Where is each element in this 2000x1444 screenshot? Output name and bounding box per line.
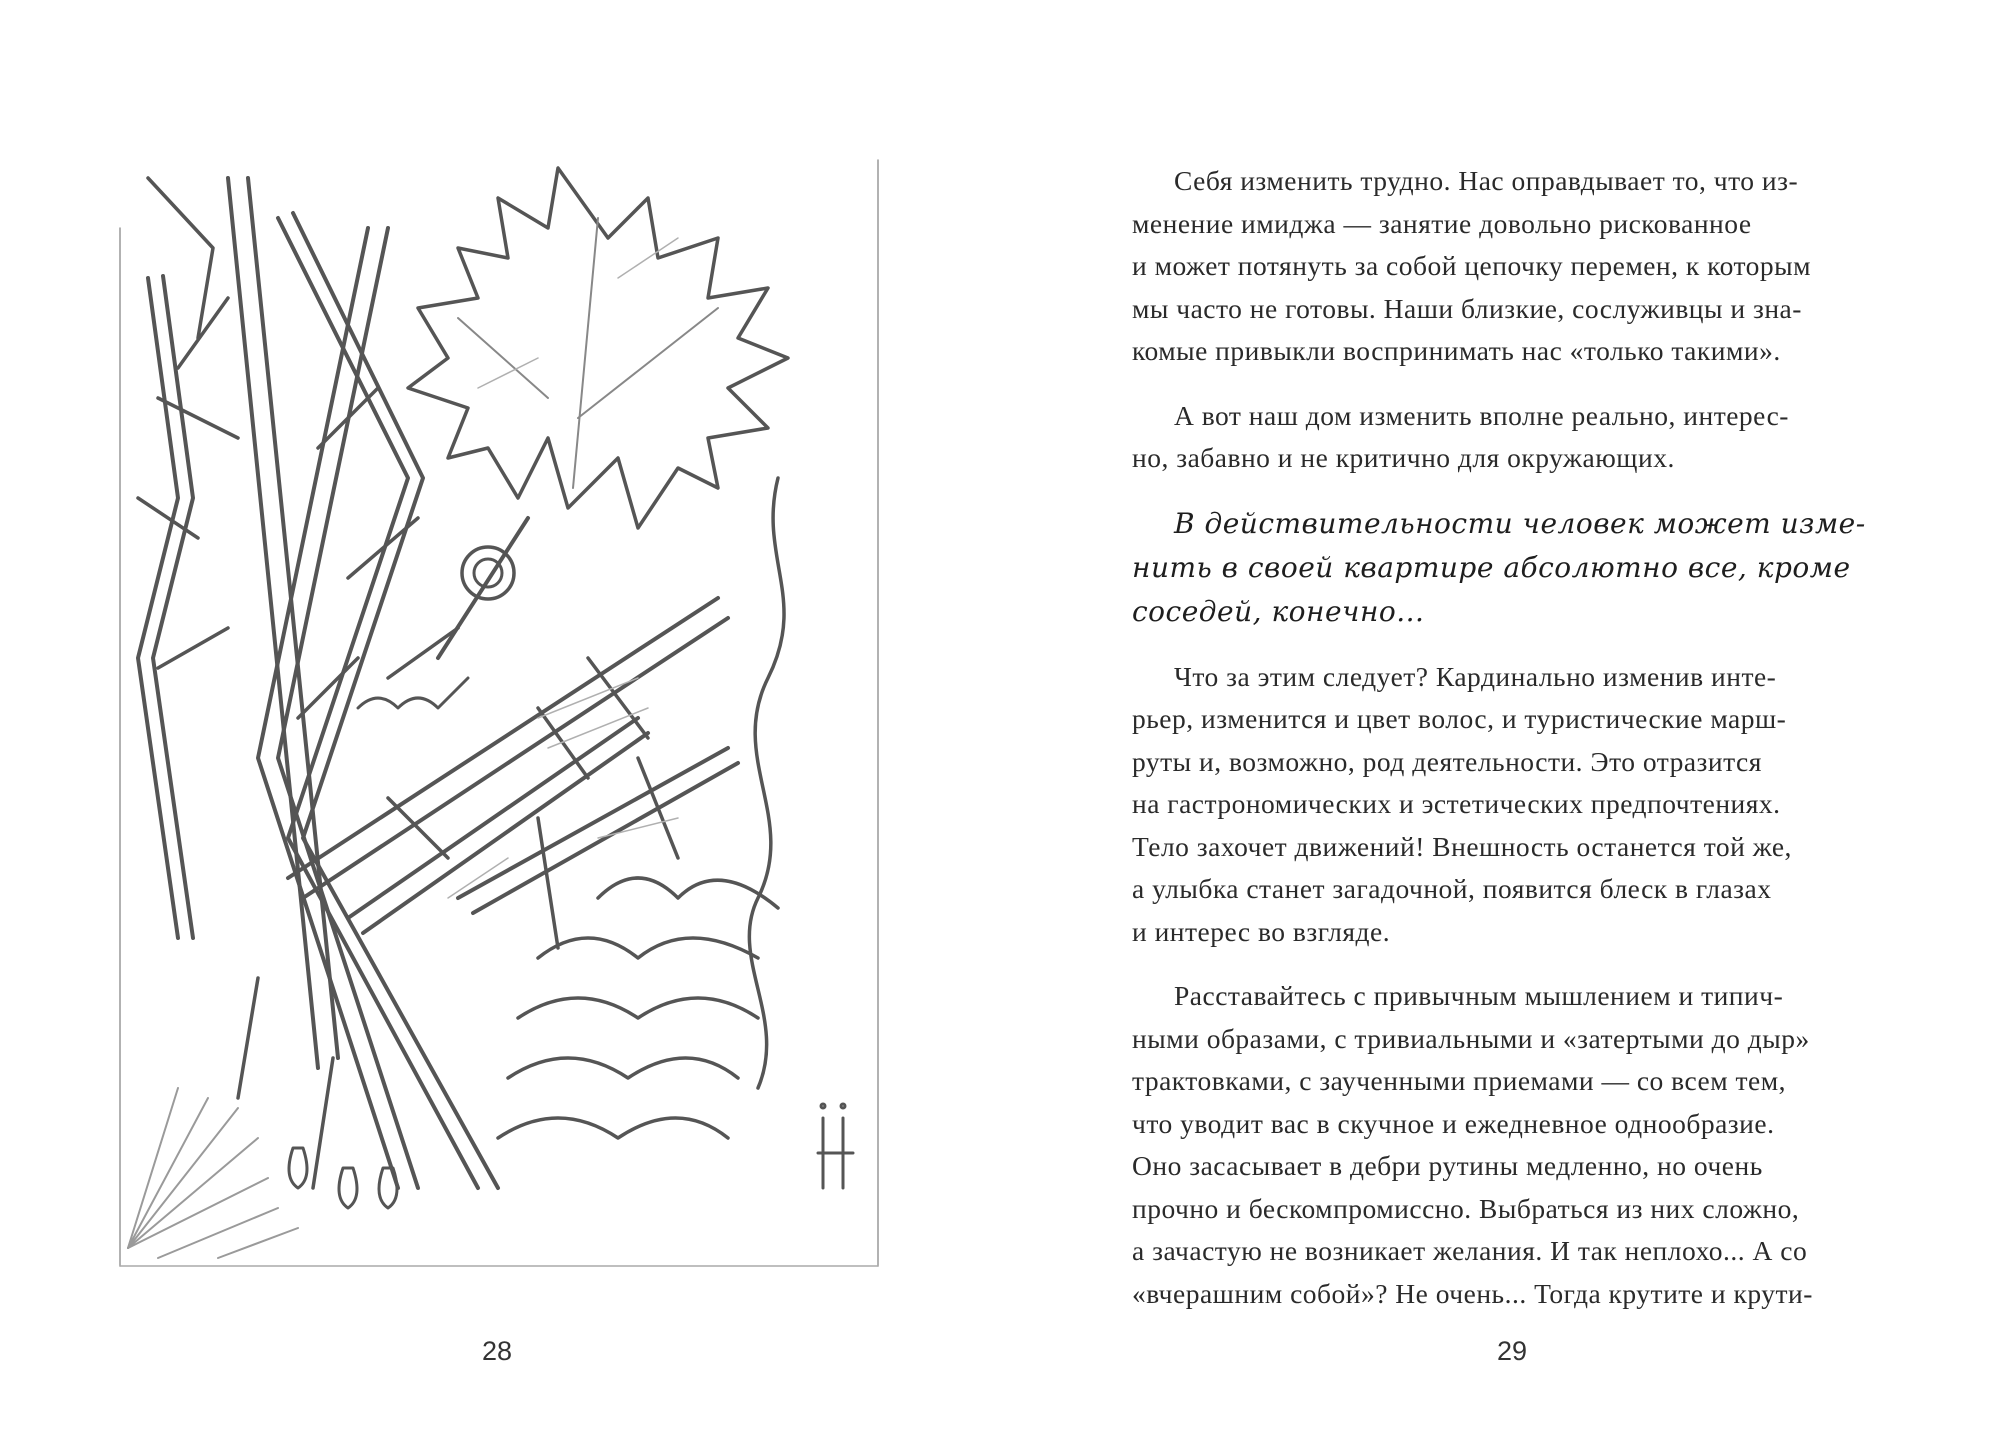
text-line: комые привыкли воспринимать нас «только такими». xyxy=(1132,335,1781,366)
text-line: менение имиджа — занятие довольно рискованное xyxy=(1132,207,1752,239)
handwritten-quote xyxy=(1132,502,1892,634)
text-line: а улыбка станет загадочной, появится блеск в глазах xyxy=(1132,873,1772,904)
text-line: Расставайтесь с привычным мышлением и типич- xyxy=(1174,980,1784,1011)
text-line: мы часто не готовы. Наши близкие, сослуживцы и зна- xyxy=(1132,292,1802,324)
text-line: Что за этим следует? Кардинально изменив инте- xyxy=(1174,660,1777,692)
text-line: Себя изменить трудно. Нас оправдывает то, что из- xyxy=(1174,165,1799,196)
text-line: на гастрономических и эстетических предпочтениях. xyxy=(1132,788,1781,819)
right-page xyxy=(1000,0,2000,1444)
text-line: А вот наш дом изменить вполне реально, интерес- xyxy=(1174,399,1789,431)
text-line: рьер, изменится и цвет волос, и туристические марш- xyxy=(1132,703,1787,734)
paragraph-3 xyxy=(1132,656,1892,954)
text-line: и интерес во взгляде. xyxy=(1132,915,1391,947)
page-number-right: 29 xyxy=(1497,1336,1528,1366)
text-line: трактовками, с заученными приемами — со всем тем, xyxy=(1132,1065,1787,1096)
text-line: «вчерашним собой»? Не очень... Тогда крутите и крути- xyxy=(1132,1277,1813,1309)
paragraph-1 xyxy=(1132,160,1892,373)
quote-line: В действительности человек может изме- xyxy=(1174,506,1866,540)
pencil-illustration xyxy=(118,158,880,1268)
text-line: но, забавно и не критично для окружающих. xyxy=(1132,442,1675,473)
page-number-left: 28 xyxy=(482,1336,513,1366)
text-line: а зачастую не возникает желания. И так неплохо... А со xyxy=(1132,1235,1808,1266)
text-line: и может потянуть за собой цепочку перемен, к которым xyxy=(1132,250,1812,281)
quote-line: соседей, конечно... xyxy=(1132,594,1425,628)
quote-line: нить в своей квартире абсолютно все, кроме xyxy=(1132,550,1851,584)
text-line: что уводит вас в скучное и ежедневное однообразие. xyxy=(1132,1107,1775,1139)
paragraph-4 xyxy=(1132,975,1892,1315)
body-text xyxy=(1132,160,1892,1337)
text-line: Тело захочет движений! Внешность останется той же, xyxy=(1132,830,1792,862)
text-line: прочно и бескомпромиссно. Выбраться из них сложно, xyxy=(1132,1192,1800,1224)
text-line: Оно засасывает в дебри рутины медленно, но очень xyxy=(1132,1150,1763,1181)
text-line: ными образами, с тривиальными и «затертыми до дыр» xyxy=(1132,1022,1810,1054)
text-line: руты и, возможно, род деятельности. Это отразится xyxy=(1132,745,1762,777)
paragraph-2 xyxy=(1132,395,1892,480)
